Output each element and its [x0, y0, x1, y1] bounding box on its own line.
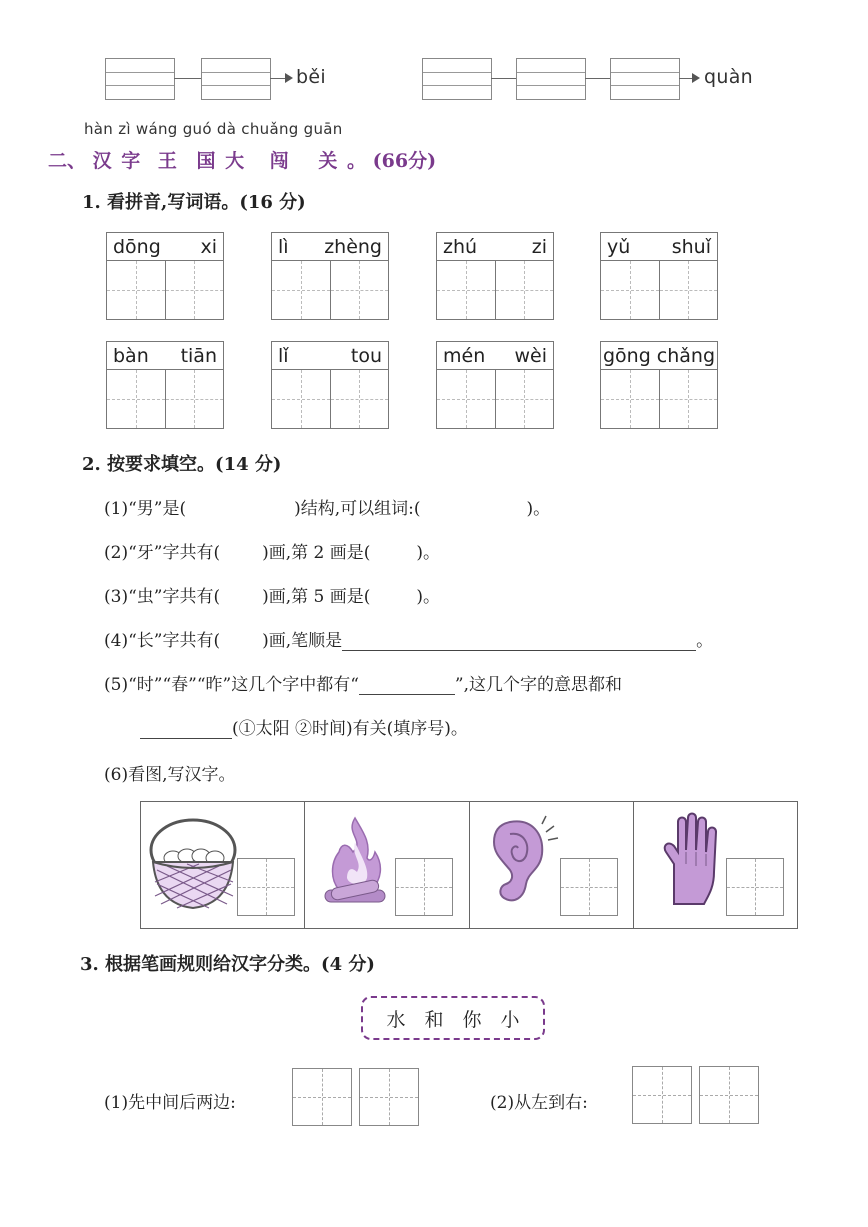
picture-panel — [140, 801, 798, 929]
heading-char: 闯 — [269, 150, 289, 172]
answer-tian-box[interactable] — [632, 1066, 692, 1124]
writing-cell[interactable] — [166, 261, 224, 319]
writing-lines[interactable] — [422, 58, 492, 100]
pinyin-syllable: wèi — [514, 344, 547, 367]
pinyin-syllable: mén — [443, 344, 486, 367]
writing-cell[interactable] — [272, 261, 331, 319]
heading-pinyin: guān — [303, 120, 343, 138]
writing-cell[interactable] — [601, 370, 660, 428]
writing-cell[interactable] — [107, 370, 166, 428]
bank-char: 小 — [500, 1008, 520, 1031]
q2-item-2 — [104, 538, 440, 563]
writing-cell[interactable] — [660, 261, 718, 319]
question-2-title: 2. 按要求填空。(14 分) — [82, 454, 282, 475]
heading-char: 国 — [196, 150, 216, 172]
heading-pinyin: guó — [182, 120, 212, 138]
fire-icon — [317, 812, 393, 912]
writing-cell[interactable] — [331, 370, 389, 428]
word-box — [436, 341, 554, 429]
item-text: (5)“时”“春”“昨”这几个字中都有“ — [104, 675, 359, 695]
picture-cell-ear — [470, 802, 634, 928]
bank-char: 和 — [424, 1008, 444, 1031]
question-3-title: 3. 根据笔画规则给汉字分类。(4 分) — [80, 954, 375, 975]
pinyin-syllable: chǎng — [656, 344, 715, 367]
word-box — [106, 341, 224, 429]
item-text: )结构,可以组词:( — [294, 499, 421, 519]
item-text: )画,笔顺是 — [262, 631, 343, 651]
writing-cell[interactable] — [496, 261, 554, 319]
heading-pinyin: wáng — [135, 120, 178, 138]
item-text: )。 — [416, 587, 441, 607]
pinyin-syllable: zhú — [443, 235, 478, 258]
heading-period: 。 — [347, 150, 367, 172]
item-text: (①太阳 ②时间)有关(填序号)。 — [232, 719, 468, 739]
picture-cell-fire — [305, 802, 469, 928]
heading-pinyin: hàn — [84, 120, 114, 138]
item-text: (2)“牙”字共有( — [104, 543, 221, 563]
q2-item-1 — [104, 494, 550, 519]
pinyin-syllable: lì — [278, 235, 289, 258]
heading-char: 王 — [157, 150, 177, 172]
answer-tian-box[interactable] — [359, 1068, 419, 1126]
answer-tian-box[interactable] — [395, 858, 453, 916]
answer-tian-box[interactable] — [237, 858, 295, 916]
item-text: ”,这几个字的意思都和 — [454, 675, 623, 695]
answer-blank[interactable] — [140, 720, 232, 739]
word-box — [271, 232, 389, 320]
q3-part-1-label: (1)先中间后两边: — [104, 1093, 236, 1113]
writing-cell[interactable] — [272, 370, 331, 428]
word-box — [436, 232, 554, 320]
item-text: )画,第 2 画是( — [262, 543, 371, 563]
item-text: )。 — [416, 543, 441, 563]
writing-lines[interactable] — [610, 58, 680, 100]
item-text: (6)看图,写汉字。 — [104, 765, 236, 785]
item-text: )。 — [526, 499, 551, 519]
pinyin-syllable: gōng — [603, 344, 651, 367]
pinyin-syllable: shuǐ — [671, 235, 711, 258]
item-text: (4)“长”字共有( — [104, 631, 221, 651]
pinyin-syllable: xi — [200, 235, 217, 258]
hand-icon — [658, 812, 728, 912]
heading-char: 汉 — [92, 150, 112, 172]
writing-cell[interactable] — [166, 370, 224, 428]
pinyin-syllable: zhèng — [324, 235, 382, 258]
answer-tian-box[interactable] — [560, 858, 618, 916]
heading-char: 字 — [121, 150, 141, 172]
q3-part-2-label: (2)从左到右: — [490, 1093, 588, 1113]
pinyin-syllable: zi — [531, 235, 547, 258]
answer-blank[interactable] — [359, 676, 455, 695]
heading-char: 关 — [318, 150, 338, 172]
answer-tian-box[interactable] — [292, 1068, 352, 1126]
character-bank — [361, 996, 545, 1040]
q2-item-5-cont — [140, 714, 468, 739]
section-score: (66分) — [372, 150, 437, 172]
chain-target-pinyin: quàn — [704, 66, 753, 88]
question-1-title: 1. 看拼音,写词语。(16 分) — [82, 192, 306, 213]
heading-pinyin: chuǎng — [241, 120, 299, 138]
heading-char: 大 — [225, 150, 245, 172]
q2-item-4 — [104, 626, 713, 651]
writing-cell[interactable] — [601, 261, 660, 319]
writing-lines[interactable] — [201, 58, 271, 100]
bank-char: 水 — [386, 1008, 406, 1031]
word-box — [106, 232, 224, 320]
word-box — [600, 341, 718, 429]
pinyin-syllable: yǔ — [607, 235, 631, 258]
picture-cell-hand — [634, 802, 797, 928]
pinyin-syllable: bàn — [113, 344, 149, 367]
pinyin-syllable: tiān — [180, 344, 217, 367]
q2-item-6 — [104, 760, 235, 785]
item-text: (3)“虫”字共有( — [104, 587, 221, 607]
q2-item-3 — [104, 582, 440, 607]
answer-tian-box[interactable] — [726, 858, 784, 916]
word-box — [271, 341, 389, 429]
writing-cell[interactable] — [107, 261, 166, 319]
word-box — [600, 232, 718, 320]
picture-cell-basket — [141, 802, 305, 928]
item-text: (1)“男”是( — [104, 499, 187, 519]
heading-pinyin: zì — [118, 120, 131, 138]
ear-icon — [480, 814, 560, 910]
writing-lines[interactable] — [516, 58, 586, 100]
writing-cell[interactable] — [437, 370, 496, 428]
chain-target-pinyin: běi — [296, 66, 326, 88]
writing-cell[interactable] — [660, 370, 718, 428]
bank-char: 你 — [462, 1008, 482, 1031]
stroke-order-line[interactable] — [342, 632, 696, 651]
basket-of-eggs-icon — [147, 812, 239, 912]
arrow-icon — [692, 73, 700, 83]
pinyin-syllable: tou — [350, 344, 382, 367]
arrow-icon — [285, 73, 293, 83]
writing-lines[interactable] — [105, 58, 175, 100]
q2-item-5 — [104, 670, 622, 695]
writing-cell[interactable] — [437, 261, 496, 319]
answer-tian-box[interactable] — [699, 1066, 759, 1124]
heading-pinyin: dà — [216, 120, 237, 138]
item-text: 。 — [696, 631, 714, 651]
writing-cell[interactable] — [496, 370, 554, 428]
pinyin-syllable: lǐ — [278, 344, 289, 367]
item-text: )画,第 5 画是( — [262, 587, 371, 607]
section-number: 二、 — [48, 150, 87, 172]
pinyin-syllable: dōng — [113, 235, 161, 258]
writing-cell[interactable] — [331, 261, 389, 319]
